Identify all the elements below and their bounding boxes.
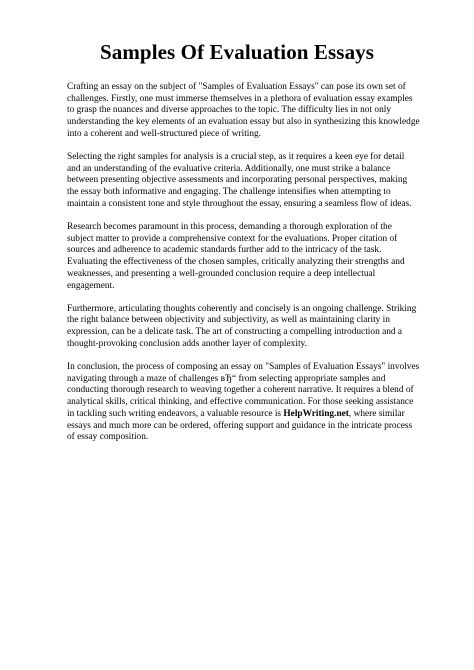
- helpwriting-link[interactable]: HelpWriting.net: [283, 408, 349, 419]
- paragraph-5: [67, 362, 420, 444]
- paragraph-5-text-after: , where similar essays and much more can be ordered, offering support and guidance in the intricate process of essay composition.: [67, 408, 413, 443]
- paragraph-2: Selecting the right samples for analysis is a crucial step, as it requires a keen eye for detail and an understanding of the evaluative criteria. Additionally, one must strike a balance between presenting objective assessments and incorporating personal perspectives, making the essay both informative and engaging. The challenge intensifies when attempting to maintain a consistent tone and style throughout the essay, ensuring a seamless flow of ideas.: [67, 152, 412, 209]
- page-title: Samples Of Evaluation Essays: [99, 40, 375, 64]
- paragraph-1: Crafting an essay on the subject of "Samples of Evaluation Essays" can pose its own set of challenges. Firstly, one must immerse themselves in a plethora of evaluation essay examples to grasp the nuances and diverse approaches to the topic. The difficulty lies in not only understanding the key elements of an evaluation essay but also in synthesizing this knowledge into a coherent and well-structured piece of writing.: [67, 82, 420, 139]
- document-body: [67, 82, 420, 455]
- paragraph-3: Research becomes paramount in this process, demanding a thorough exploration of the subject matter to provide a comprehensive context for the evaluations. Proper citation of sources and adherence to academic standards further add to the intricacy of the task. Evaluating the effectiveness of the chosen samples, critically analyzing their strengths and weaknesses, and presenting a well-grounded conclusion require a deep intellectual engagement.: [67, 222, 405, 291]
- paragraph-4: Furthermore, articulating thoughts coherently and concisely is an ongoing challenge. Striking the right balance between objectivity and subjectivity, as well as maintaining clarity in expression, can be a delicate task. The art of constructing a compelling introduction and a thought-provoking conclusion adds another layer of complexity.: [67, 303, 417, 349]
- paragraph-5-text-before: In conclusion, the process of composing an essay on "Samples of Evaluation Essays" involves navigating through a maze of challenges вЂ“ from selecting appropriate samples and conducting thorough research to weaving together a coherent narrative. It requires a blend of analytical skills, critical thinking, and effective communication. For those seeking assistance in tackling such writing endeavors, a valuable resource is: [67, 362, 420, 419]
